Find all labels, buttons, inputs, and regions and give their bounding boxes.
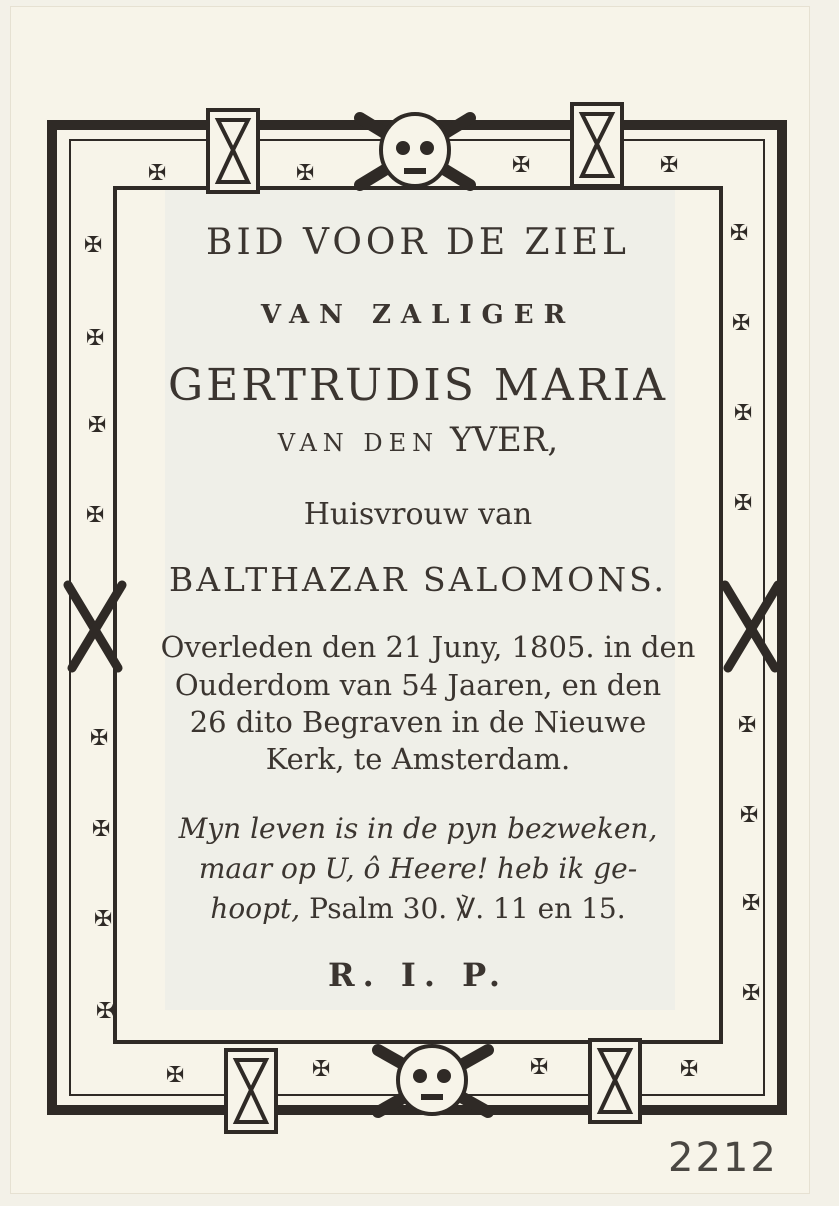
relation-line: Huisvrouw van [303, 497, 533, 532]
death-line-1: Overleden den 21 Juny, 1805. in den [160, 630, 696, 664]
cross-icon: ✠ [312, 1057, 331, 1082]
death-line-2: Ouderdom van 54 Jaaren, en den [174, 668, 662, 702]
cross-icon: ✠ [740, 803, 759, 828]
cross-icon: ✠ [296, 161, 315, 186]
verse-line-1: Myn leven is in de pyn bezweken, [178, 812, 658, 845]
cross-icon: ✠ [148, 161, 167, 186]
rip-text: R. I. P. [327, 956, 509, 994]
cross-icon: ✠ [732, 311, 751, 336]
heading-pray: BID VOOR DE ZIEL [206, 222, 630, 263]
surname-prefix: VAN DEN [277, 429, 440, 457]
deceased-surname [118, 420, 718, 460]
verse-end: hoopt, [210, 892, 301, 925]
cross-icon: ✠ [88, 413, 107, 438]
cross-icon: ✠ [742, 981, 761, 1006]
deceased-name: GERTRUDIS MARIA [167, 360, 669, 411]
cross-icon: ✠ [86, 326, 105, 351]
subheading-late: VAN ZALIGER [260, 300, 576, 330]
cross-icon: ✠ [660, 153, 679, 178]
verse-line-2: maar op U, ô Heere! heb ik ge- [198, 852, 638, 885]
surname: YVER, [450, 420, 559, 460]
verse-line-3 [118, 892, 718, 925]
cross-icon: ✠ [734, 491, 753, 516]
cross-icon: ✠ [94, 907, 113, 932]
cross-icon: ✠ [730, 221, 749, 246]
cross-icon: ✠ [738, 713, 757, 738]
cross-icon: ✠ [96, 999, 115, 1024]
cross-icon: ✠ [166, 1063, 185, 1088]
cross-icon: ✠ [512, 153, 531, 178]
cross-icon: ✠ [742, 891, 761, 916]
cross-icon: ✠ [86, 503, 105, 528]
psalm-reference: Psalm 30. ℣. 11 en 15. [300, 892, 626, 925]
cross-icon: ✠ [90, 726, 109, 751]
death-line-3: 26 dito Begraven in de Nieuwe [189, 705, 647, 739]
cross-icon: ✠ [92, 817, 111, 842]
death-line-4: Kerk, te Amsterdam. [265, 742, 571, 776]
inventory-number: 2212 [668, 1135, 778, 1181]
cross-icon: ✠ [530, 1055, 549, 1080]
cross-icon: ✠ [680, 1057, 699, 1082]
cross-icon: ✠ [734, 401, 753, 426]
cross-icon: ✠ [84, 233, 103, 258]
spouse-name: BALTHAZAR SALOMONS. [168, 560, 668, 599]
